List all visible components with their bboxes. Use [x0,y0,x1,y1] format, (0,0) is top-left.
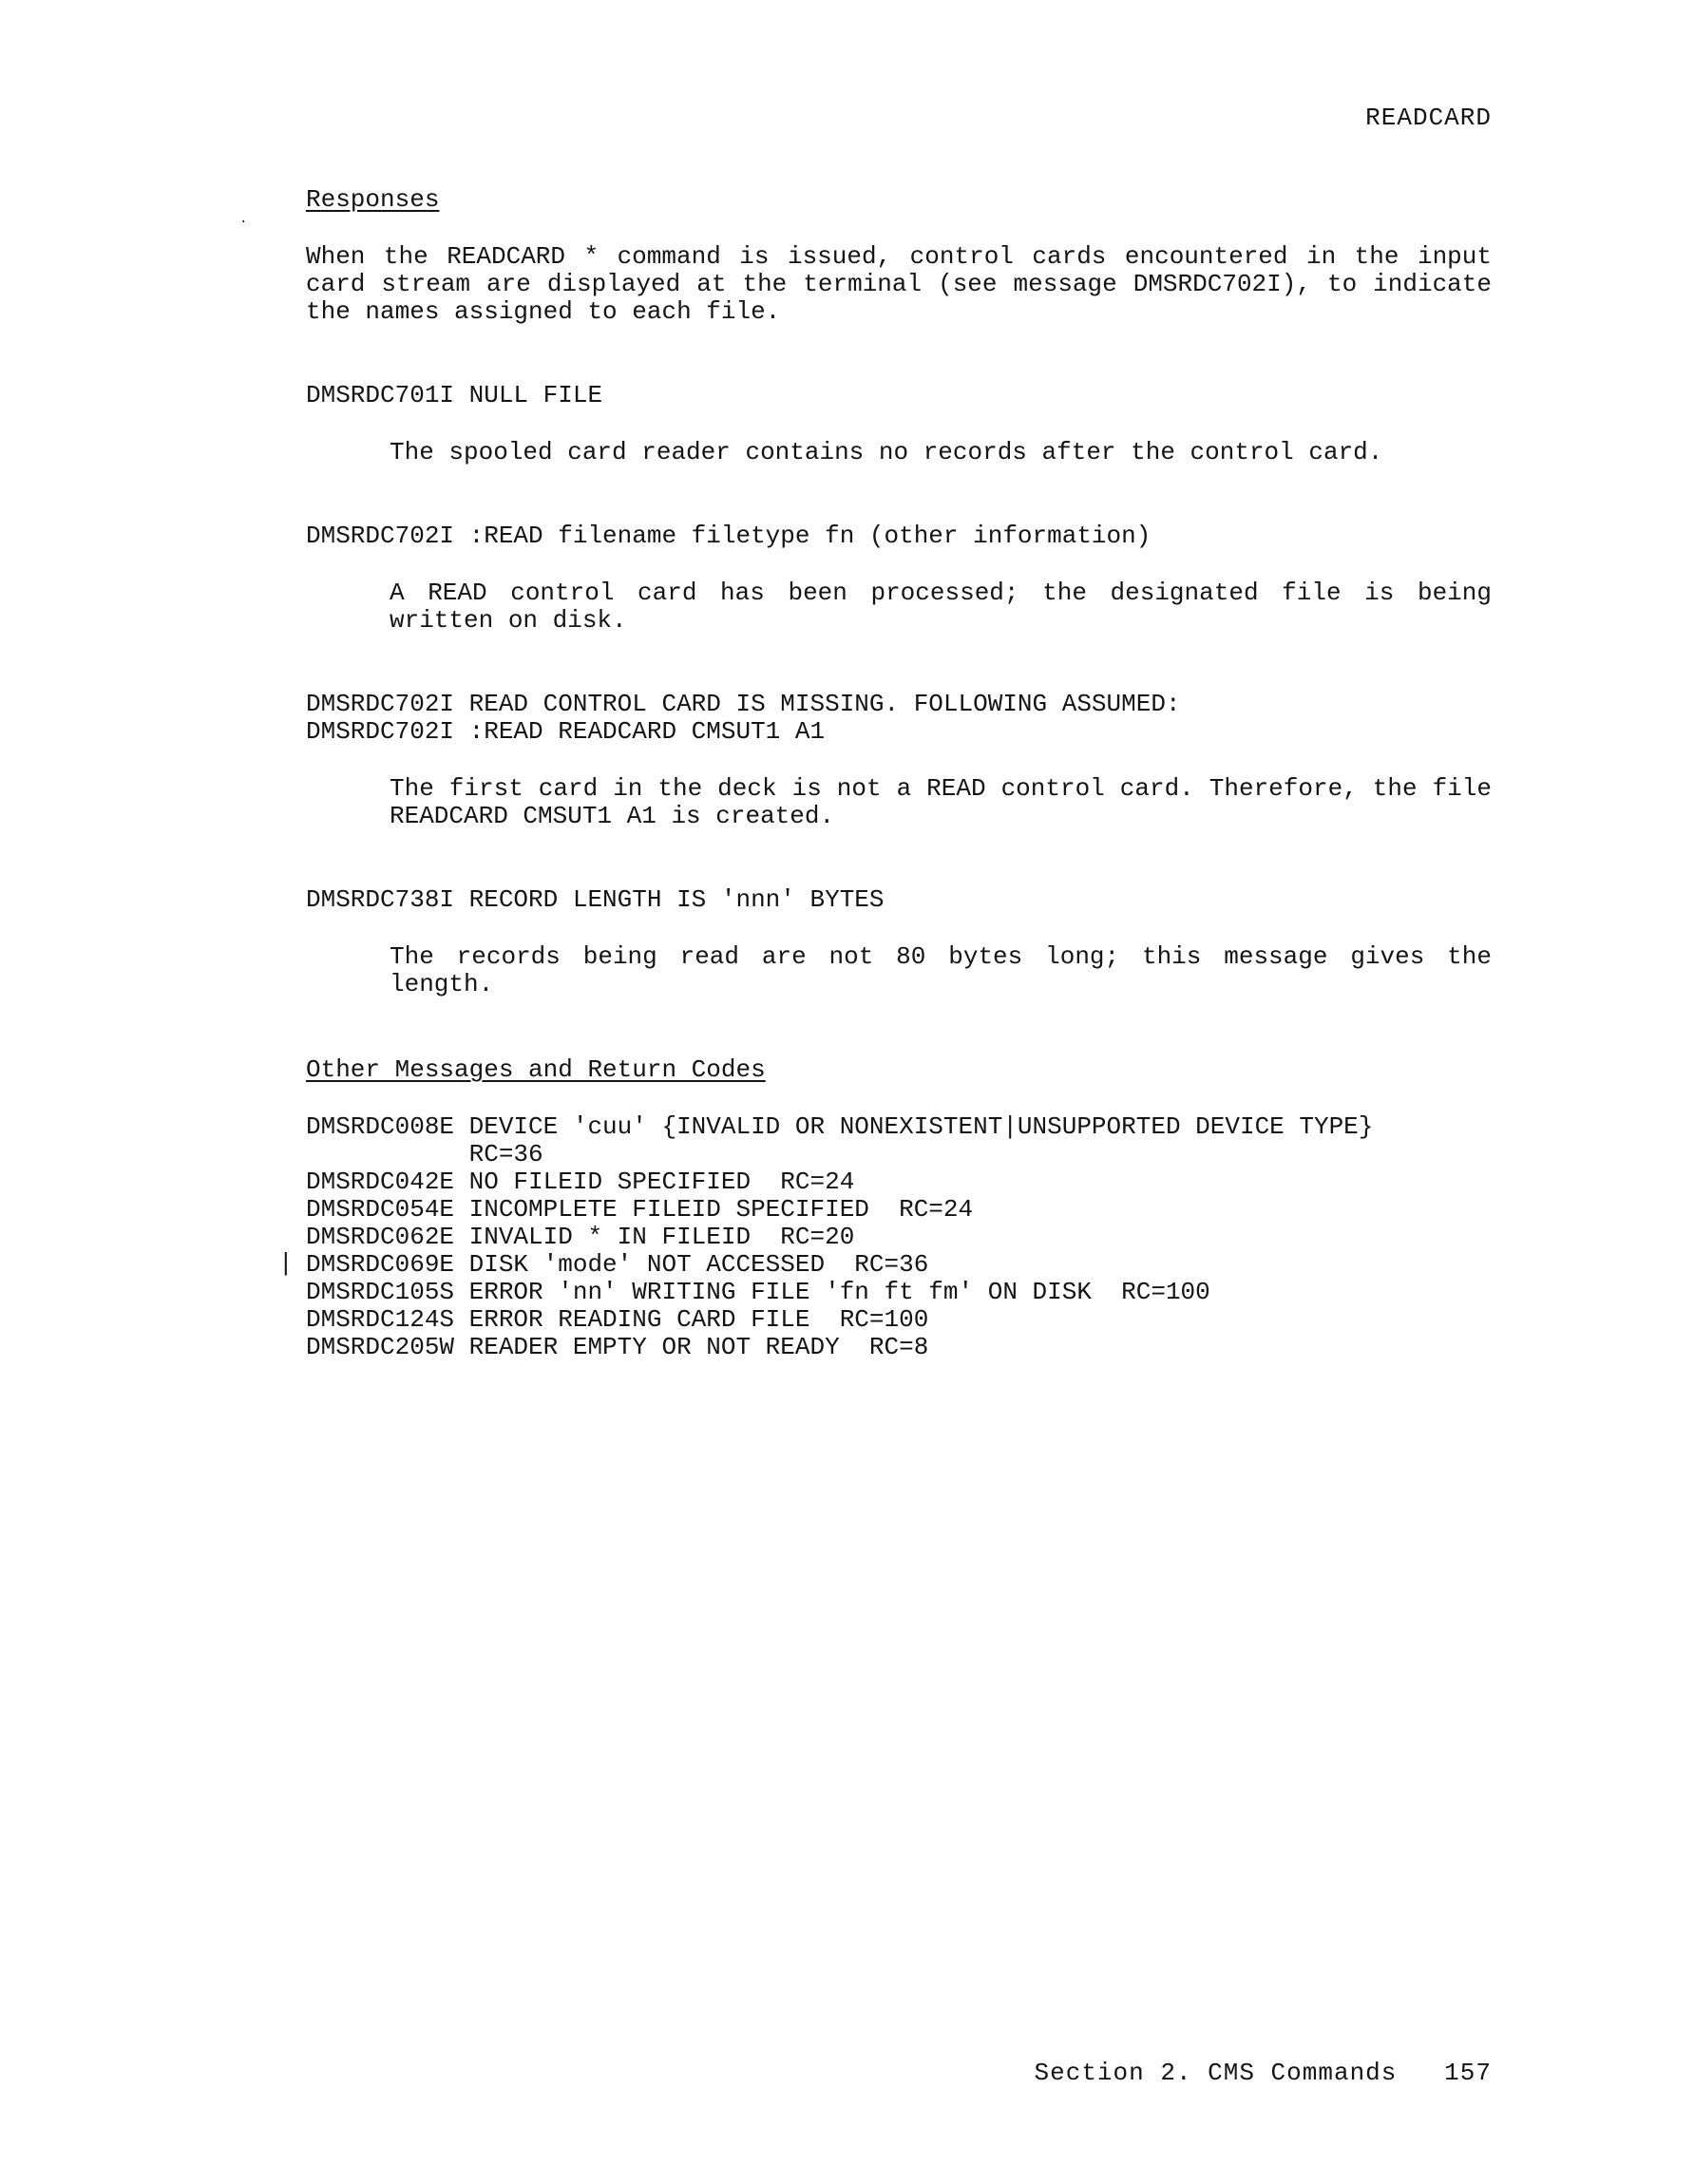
return-code-row: DMSRDC042E NO FILEID SPECIFIED RC=24 [306,1168,855,1196]
message-id-line: DMSRDC702I :READ READCARD CMSUT1 A1 [306,717,826,746]
return-code-row: DMSRDC105S ERROR 'nn' WRITING FILE 'fn ft fm' ON DISK RC=100 [306,1278,1210,1306]
return-code-row: RC=36 [306,1140,543,1168]
return-code-row: DMSRDC008E DEVICE 'cuu' {INVALID OR NONEXISTENT|UNSUPPORTED DEVICE TYPE} [306,1112,1374,1141]
message-explanation: The spooled card reader contains no records after the control card. [390,438,1383,466]
message-id-line: DMSRDC738I RECORD LENGTH IS 'nnn' BYTES [306,885,885,914]
message-explanation: The records being read are not 80 bytes long; this message gives the length. [390,942,1492,998]
return-code-row: DMSRDC069E DISK 'mode' NOT ACCESSED RC=36 [306,1250,929,1279]
margin-dot: · [239,215,248,230]
message-id-line: DMSRDC701I NULL FILE [306,381,603,409]
revision-change-bar: | [278,1249,294,1278]
return-code-row: DMSRDC205W READER EMPTY OR NOT READY RC=8 [306,1333,929,1361]
return-code-row: DMSRDC054E INCOMPLETE FILEID SPECIFIED RC=24 [306,1195,974,1224]
return-code-row: DMSRDC124S ERROR READING CARD FILE RC=100 [306,1305,929,1334]
return-codes-list [306,1113,1373,1361]
message-explanation: The first card in the deck is not a READ control card. Therefore, the file READCARD CMSUT1 A1 is created. [390,774,1492,830]
running-header: READCARD [1365,104,1492,132]
message-id-line: DMSRDC702I READ CONTROL CARD IS MISSING. FOLLOWING ASSUMED: [306,690,1181,718]
message-id-line: DMSRDC702I :READ filename filetype fn (other information) [306,522,1152,550]
other-messages-heading: Other Messages and Return Codes [306,1055,766,1084]
message-explanation: A READ control card has been processed; the designated file is being written on disk. [390,579,1492,635]
responses-intro: When the READCARD * command is issued, control cards encountered in the input card stream are displayed at the terminal (see message DMSRDC702I), to indicate the names assigned to each file. [306,242,1492,326]
page-footer: Section 2. CMS Commands 157 [1034,2059,1492,2087]
return-code-row: DMSRDC062E INVALID * IN FILEID RC=20 [306,1223,855,1251]
responses-heading: Responses [306,185,440,214]
